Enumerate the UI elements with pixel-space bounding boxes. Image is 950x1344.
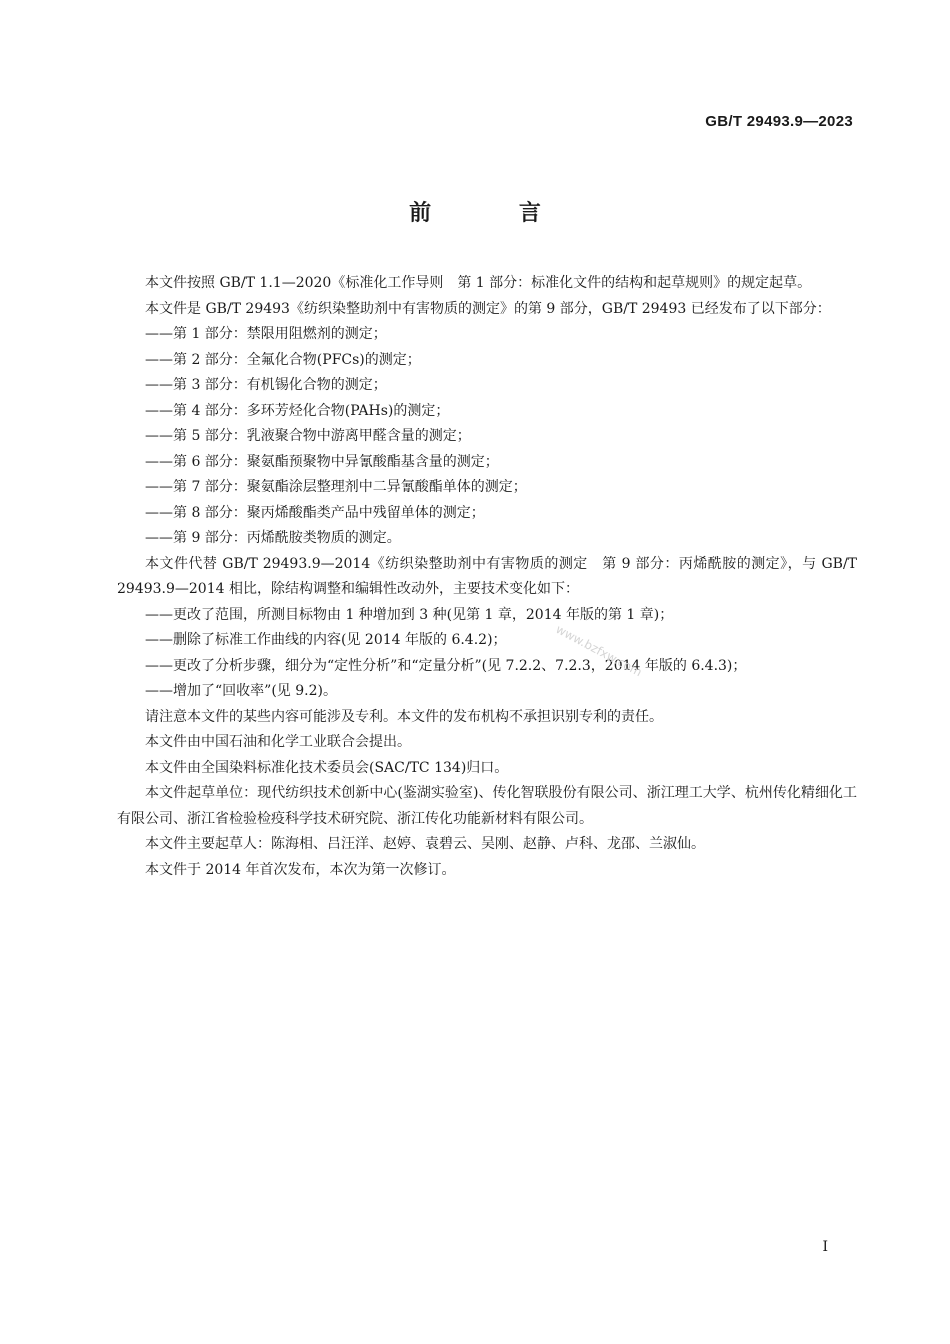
standard-number: GB/T 29493.9—2023 (705, 113, 853, 130)
paragraph-replaces: 本文件代替 GB/T 29493.9—2014《纺织染整助剂中有害物质的测定 第 9 部分：丙烯酰胺的测定》，与 GB/T 29493.9—2014 相比，除结构调整和编辑性改动外，主要技术变化如下： (117, 555, 857, 597)
list-item-part-7: ——第 7 部分：聚氨酯涂层整理剂中二异氰酸酯单体的测定； (145, 479, 527, 495)
watermark: www.bzfxw.com (553, 622, 645, 680)
list-item-change-2: ——删除了标准工作曲线的内容(见 2014 年版的 6.4.2)； (145, 632, 507, 648)
list-item-change-1: ——更改了范围，所测目标物由 1 种增加到 3 种(见第 1 章，2014 年版的第 1 章)； (145, 606, 674, 623)
paragraph-proposed-by: 本文件由中国石油和化学工业联合会提出。 (145, 734, 411, 750)
paragraph-drafting-rule: 本文件按照 GB/T 1.1—2020《标准化工作导则 第 1 部分：标准化文件的结构和起草规则》的规定起草。 (145, 275, 812, 291)
paragraph-drafters: 本文件主要起草人：陈海相、吕汪洋、赵婷、袁碧云、吴刚、赵静、卢科、龙邵、兰淑仙。 (145, 836, 705, 852)
list-item-part-2: ——第 2 部分：全氟化合物(PFCs)的测定； (145, 351, 421, 368)
paragraph-under-jurisdiction: 本文件由全国染料标准化技术委员会(SAC/TC 134)归口。 (145, 759, 509, 776)
document-body (117, 271, 857, 883)
list-item-part-9: ——第 9 部分：丙烯酰胺类物质的测定。 (145, 530, 401, 546)
list-item-part-4: ——第 4 部分：多环芳烃化合物(PAHs)的测定； (145, 402, 450, 419)
paragraph-drafting-units: 本文件起草单位：现代纺织技术创新中心(鉴湖实验室)、传化智联股份有限公司、浙江理工大学、杭州传化精细化工有限公司、浙江省检验检疫科学技术研究院、浙江传化功能新材料有限公司。 (117, 785, 857, 827)
list-item-part-8: ——第 8 部分：聚丙烯酸酯类产品中残留单体的测定； (145, 504, 485, 521)
list-item-change-3: ——更改了分析步骤，细分为“定性分析”和“定量分析”(见 7.2.2、7.2.3，2014 年版的 6.4.3)； (145, 657, 747, 674)
list-item-part-5: ——第 5 部分：乳液聚合物中游离甲醛含量的测定； (145, 428, 471, 444)
list-item-part-1: ——第 1 部分：禁限用阻燃剂的测定； (145, 326, 387, 342)
paragraph-patent-notice: 请注意本文件的某些内容可能涉及专利。本文件的发布机构不承担识别专利的责任。 (145, 708, 663, 725)
paragraph-series-intro: 本文件是 GB/T 29493《纺织染整助剂中有害物质的测定》的第 9 部分，GB/T 29493 已经发布了以下部分： (145, 300, 831, 317)
page-title: 前 言 (409, 201, 581, 226)
list-item-change-4: ——增加了“回收率”(见 9.2)。 (145, 683, 337, 699)
paragraph-history: 本文件于 2014 年首次发布，本次为第一次修订。 (145, 861, 456, 878)
page-number: I (822, 1239, 828, 1255)
list-item-part-3: ——第 3 部分：有机锡化合物的测定； (145, 377, 387, 393)
list-item-part-6: ——第 6 部分：聚氨酯预聚物中异氰酸酯基含量的测定； (145, 453, 499, 470)
